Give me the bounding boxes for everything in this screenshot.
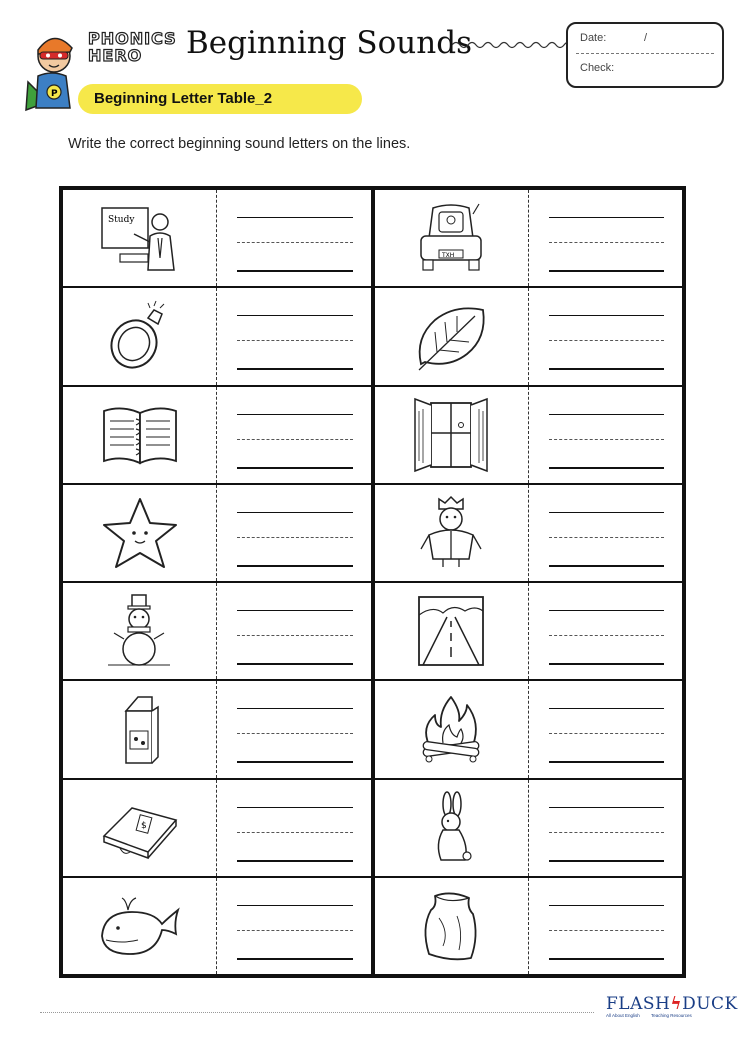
picture-cell xyxy=(375,681,529,777)
snowman-icon xyxy=(98,593,182,669)
road-icon xyxy=(409,593,493,669)
date-label: Date: xyxy=(580,32,607,44)
picture-cell xyxy=(375,878,529,974)
svg-text:Study: Study xyxy=(107,215,134,226)
brand-line-2: HERO xyxy=(88,46,143,65)
worksheet-row xyxy=(375,485,683,583)
instruction-text: Write the correct beginning sound letters on the lines. xyxy=(68,136,411,152)
leaf-icon xyxy=(409,298,493,374)
whale-icon xyxy=(98,888,182,964)
brand-logo xyxy=(88,30,180,74)
teacher-icon xyxy=(98,200,182,276)
svg-text:P: P xyxy=(51,89,58,99)
worksheet-row xyxy=(63,387,371,485)
bag-icon xyxy=(409,888,493,964)
picture-cell xyxy=(63,190,217,286)
subtitle: Beginning Letter Table_2 xyxy=(94,90,273,107)
footer-divider xyxy=(40,1012,594,1013)
worksheet-row xyxy=(375,681,683,779)
worksheet-row xyxy=(375,583,683,681)
answer-lines[interactable] xyxy=(217,190,371,286)
flashduck-logo xyxy=(606,994,738,1024)
answer-lines[interactable] xyxy=(217,780,371,876)
star-icon xyxy=(98,495,182,571)
svg-text:TXH: TXH xyxy=(442,252,455,260)
worksheet-row xyxy=(375,878,683,974)
svg-text:$: $ xyxy=(140,820,147,831)
brand-line-1: PHONICS xyxy=(88,29,177,48)
worksheet-row xyxy=(63,190,371,288)
worksheet-row xyxy=(63,780,371,878)
picture-cell xyxy=(375,583,529,679)
picture-cell xyxy=(375,190,529,286)
page-title: Beginning Sounds xyxy=(186,25,472,61)
answer-lines[interactable] xyxy=(529,780,683,876)
picture-cell xyxy=(375,780,529,876)
picture-cell xyxy=(63,485,217,581)
picture-cell xyxy=(63,780,217,876)
milk-carton-icon xyxy=(98,691,182,767)
fire-icon xyxy=(409,691,493,767)
logo-tag-left: All About English xyxy=(606,1013,640,1018)
worksheet-row xyxy=(375,387,683,485)
worksheet-table xyxy=(59,186,686,978)
answer-lines[interactable] xyxy=(529,681,683,777)
right-column xyxy=(373,190,683,974)
money-box-icon xyxy=(98,790,182,866)
worksheet-row xyxy=(375,780,683,878)
picture-cell xyxy=(375,485,529,581)
taxi-icon xyxy=(409,200,493,276)
worksheet-row xyxy=(63,288,371,386)
picture-cell xyxy=(63,387,217,483)
rabbit-icon xyxy=(409,790,493,866)
answer-lines[interactable] xyxy=(529,485,683,581)
picture-cell xyxy=(63,583,217,679)
squiggle-divider-icon xyxy=(452,38,570,52)
worksheet-row xyxy=(63,878,371,974)
window-icon xyxy=(409,397,493,473)
worksheet-row xyxy=(63,583,371,681)
worksheet-row xyxy=(63,681,371,779)
king-icon xyxy=(409,495,493,571)
phonics-hero-mascot-icon xyxy=(22,22,84,114)
answer-lines[interactable] xyxy=(529,387,683,483)
answer-lines[interactable] xyxy=(529,878,683,974)
worksheet-row xyxy=(375,288,683,386)
picture-cell xyxy=(63,288,217,384)
logo-flash: FLASH xyxy=(606,994,671,1014)
worksheet-row xyxy=(375,190,683,288)
answer-lines[interactable] xyxy=(529,583,683,679)
answer-lines[interactable] xyxy=(529,190,683,286)
date-separator: / xyxy=(644,32,648,44)
answer-lines[interactable] xyxy=(217,485,371,581)
answer-lines[interactable] xyxy=(217,681,371,777)
answer-lines[interactable] xyxy=(217,878,371,974)
worksheet-row xyxy=(63,485,371,583)
answer-lines[interactable] xyxy=(529,288,683,384)
lightning-icon: ϟ xyxy=(670,994,683,1014)
answer-lines[interactable] xyxy=(217,387,371,483)
date-check-box xyxy=(566,22,724,88)
logo-duck: DUCK xyxy=(682,994,738,1014)
answer-lines[interactable] xyxy=(217,583,371,679)
date-divider xyxy=(576,53,714,54)
picture-cell xyxy=(63,681,217,777)
check-label: Check: xyxy=(580,62,615,74)
picture-cell xyxy=(63,878,217,974)
answer-lines[interactable] xyxy=(217,288,371,384)
picture-cell xyxy=(375,387,529,483)
logo-tag-right: Teaching Resources xyxy=(650,1013,692,1018)
ring-icon xyxy=(98,298,182,374)
book-icon xyxy=(98,397,182,473)
left-column xyxy=(63,190,373,974)
picture-cell xyxy=(375,288,529,384)
